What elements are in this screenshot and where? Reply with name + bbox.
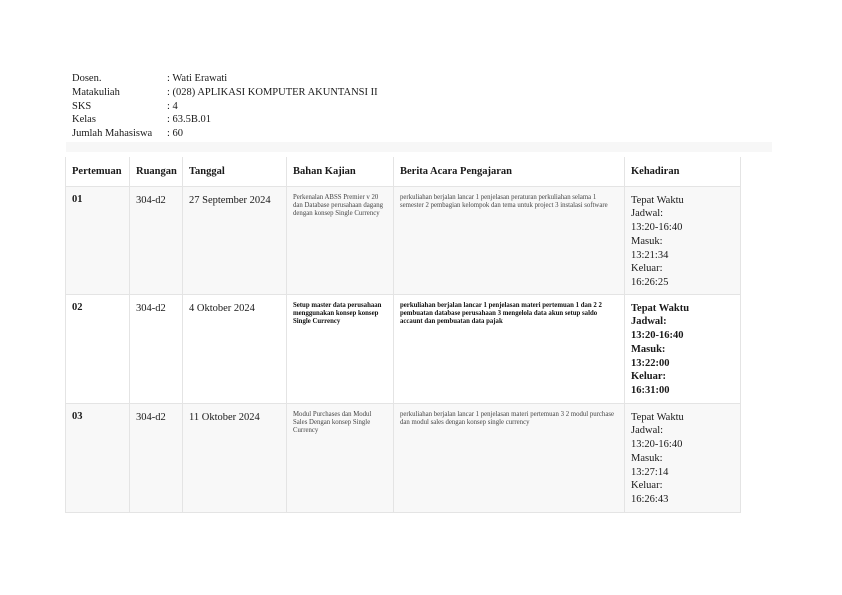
- cell-bahan-kajian: Modul Purchases dan Modul Sales Dengan konsep Single Currency: [287, 403, 394, 512]
- keluar-value: 16:31:00: [631, 385, 670, 397]
- matakuliah-label: Matakuliah: [72, 86, 120, 98]
- kelas-value: : 63.5B.01: [167, 114, 212, 126]
- cell-ruangan: 304-d2: [130, 294, 183, 403]
- keluar-label: Keluar:: [631, 263, 663, 275]
- table-row: [66, 294, 741, 403]
- info-row-kelas: [72, 113, 378, 127]
- cell-berita-acara: perkuliahan berjalan lancar 1 penjelasan materi pertemuan 3 2 modul purchase dan modul sales dengan konsep single currency: [394, 403, 625, 512]
- masuk-label: Masuk:: [631, 235, 663, 247]
- cell-tanggal: 27 September 2024: [183, 186, 287, 294]
- cell-ruangan: 304-d2: [130, 186, 183, 294]
- jumlah-value: : 60: [167, 128, 184, 140]
- dosen-value: : Wati Erawati: [167, 73, 228, 84]
- cell-berita-acara: perkuliahan berjalan lancar 1 penjelasan materi pertemuan 1 dan 2 2 pembuatan database perusahaan 3 mengelola data akun setup saldo accaunt dan pembuatan data pajak: [394, 294, 625, 403]
- matakuliah-value: : (028) APLIKASI KOMPUTER AKUNTANSI II: [167, 86, 378, 98]
- masuk-label: Masuk:: [631, 343, 666, 355]
- info-row-jumlah: [72, 127, 378, 141]
- course-info: [72, 72, 378, 141]
- cell-bahan-kajian: Setup master data perusahaan menggunakan konsep konsep Single Currency: [287, 294, 394, 403]
- status-text: Tepat Waktu: [631, 194, 684, 206]
- jadwal-value: 13:20-16:40: [631, 330, 684, 342]
- header-ruangan: Ruangan: [130, 157, 183, 186]
- cell-pertemuan: 02: [66, 294, 130, 403]
- table-header-row: [66, 157, 741, 186]
- cell-pertemuan: 03: [66, 403, 130, 512]
- keluar-label: Keluar:: [631, 480, 663, 492]
- jumlah-label: Jumlah Mahasiswa: [72, 128, 153, 140]
- keluar-label: Keluar:: [631, 371, 666, 383]
- header-berita-acara: Berita Acara Pengajaran: [394, 157, 625, 186]
- header-kehadiran: Kehadiran: [625, 157, 741, 186]
- masuk-value: 13:22:00: [631, 357, 670, 369]
- cell-bahan-kajian: Perkenalan ABSS Premier v 20 dan Database perusahaan dagang dengan konsep Single Currency: [287, 186, 394, 294]
- cell-tanggal: 11 Oktober 2024: [183, 403, 287, 512]
- status-text: Tepat Waktu: [631, 411, 684, 423]
- keluar-value: 16:26:43: [631, 494, 669, 506]
- info-row-matakuliah: [72, 86, 378, 100]
- header-tanggal: Tanggal: [183, 157, 287, 186]
- dosen-label: Dosen.: [72, 73, 102, 84]
- jadwal-value: 13:20-16:40: [631, 222, 683, 234]
- masuk-value: 13:27:14: [631, 466, 669, 478]
- jadwal-value: 13:20-16:40: [631, 439, 683, 451]
- cell-berita-acara: perkuliahan berjalan lancar 1 penjelasan peraturan perkuliahan selama 1 semester 2 pembagian kelompok dan tema untuk project 3 instalasi software: [394, 186, 625, 294]
- header-background: [66, 142, 772, 152]
- masuk-label: Masuk:: [631, 452, 663, 464]
- sks-value: : 4: [167, 100, 178, 112]
- status-text: Tepat Waktu: [631, 302, 690, 314]
- cell-tanggal: 4 Oktober 2024: [183, 294, 287, 403]
- cell-kehadiran: [625, 186, 741, 294]
- keluar-value: 16:26:25: [631, 277, 669, 289]
- jadwal-label: Jadwal:: [631, 316, 667, 328]
- cell-ruangan: 304-d2: [130, 403, 183, 512]
- jadwal-label: Jadwal:: [631, 208, 664, 220]
- table-row: [66, 186, 741, 294]
- jadwal-label: Jadwal:: [631, 425, 664, 437]
- table-row: [66, 403, 741, 512]
- info-row-sks: [72, 100, 378, 114]
- header-bahan-kajian: Bahan Kajian: [287, 157, 394, 186]
- cell-kehadiran: [625, 294, 741, 403]
- masuk-value: 13:21:34: [631, 249, 669, 261]
- attendance-table: [65, 157, 741, 513]
- cell-kehadiran: [625, 403, 741, 512]
- sks-label: SKS: [72, 100, 92, 112]
- kelas-label: Kelas: [72, 114, 96, 126]
- info-row-dosen: [72, 72, 378, 86]
- header-pertemuan: Pertemuan: [66, 157, 130, 186]
- cell-pertemuan: 01: [66, 186, 130, 294]
